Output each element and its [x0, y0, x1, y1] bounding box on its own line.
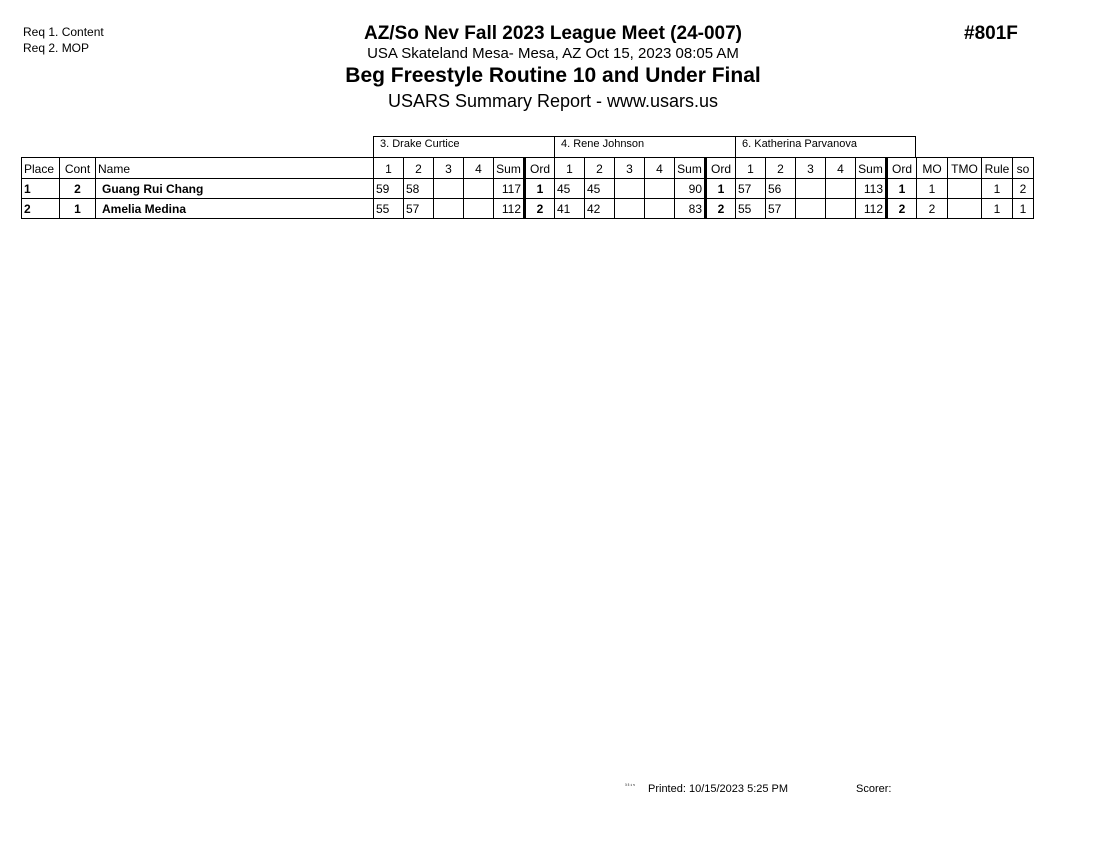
col-score-4: 4 [464, 158, 494, 179]
cont-cell: 2 [60, 179, 96, 199]
mo-cell: 1 [917, 179, 948, 199]
score-cell: 45 [585, 179, 615, 199]
rule-cell: 1 [982, 179, 1013, 199]
requirement-2: Req 2. MOP [23, 41, 90, 55]
sum-cell: 90 [675, 179, 706, 199]
score-cell [434, 199, 464, 219]
col-rule: Rule [982, 158, 1013, 179]
col-ord: Ord [887, 158, 917, 179]
results-table [21, 157, 1034, 219]
ord-cell: 2 [706, 199, 736, 219]
score-cell [464, 199, 494, 219]
score-cell [796, 199, 826, 219]
event-title: Beg Freestyle Routine 10 and Under Final [345, 64, 761, 87]
score-cell: 41 [555, 199, 585, 219]
ord-cell: 1 [706, 179, 736, 199]
col-place: Place [22, 158, 60, 179]
score-cell: 57 [736, 179, 766, 199]
score-cell [645, 199, 675, 219]
col-score-2: 2 [766, 158, 796, 179]
printed-timestamp: Printed: 10/15/2023 5:25 PM [648, 783, 789, 795]
score-cell [796, 179, 826, 199]
tmo-cell [948, 199, 982, 219]
mo-cell: 2 [917, 199, 948, 219]
table-row [22, 179, 1034, 199]
score-cell: 59 [374, 179, 404, 199]
report-subtitle: USARS Summary Report - www.usars.us [387, 91, 719, 111]
score-cell [615, 179, 645, 199]
so-cell: 2 [1013, 179, 1034, 199]
skater-name: Amelia Medina [96, 199, 374, 219]
ord-cell: 2 [887, 199, 917, 219]
col-sum: Sum [675, 158, 706, 179]
col-so: so [1013, 158, 1034, 179]
score-cell [464, 179, 494, 199]
judge-name: 3. Drake Curtice [373, 136, 554, 157]
requirement-1: Req 1. Content [23, 25, 104, 39]
event-number: #801F [964, 23, 1018, 44]
score-cell [645, 179, 675, 199]
score-cell: 55 [736, 199, 766, 219]
col-score-1: 1 [374, 158, 404, 179]
score-cell: 55 [374, 199, 404, 219]
judge-name: 6. Katherina Parvanova [735, 136, 916, 157]
scorer-label: Scorer: [856, 783, 892, 795]
col-score-2: 2 [404, 158, 434, 179]
score-cell [826, 199, 856, 219]
sum-cell: 112 [856, 199, 887, 219]
col-score-3: 3 [796, 158, 826, 179]
table-row [22, 199, 1034, 219]
col-score-1: 1 [555, 158, 585, 179]
sum-cell: 117 [494, 179, 525, 199]
place-cell: 1 [22, 179, 60, 199]
venue-line: USA Skateland Mesa- Mesa, AZ Oct 15, 2023 08:05 AM [367, 45, 739, 62]
col-tmo: TMO [948, 158, 982, 179]
col-ord: Ord [706, 158, 736, 179]
skater-name: Guang Rui Chang [96, 179, 374, 199]
sum-cell: 83 [675, 199, 706, 219]
col-score-3: 3 [615, 158, 645, 179]
sum-cell: 113 [856, 179, 887, 199]
footer-code: ³³¹⁵ [625, 783, 637, 789]
col-mo: MO [917, 158, 948, 179]
ord-cell: 1 [525, 179, 555, 199]
column-header-row [22, 158, 1034, 179]
score-cell [615, 199, 645, 219]
so-cell: 1 [1013, 199, 1034, 219]
ord-cell: 1 [887, 179, 917, 199]
score-cell [826, 179, 856, 199]
score-cell: 57 [766, 199, 796, 219]
score-cell: 57 [404, 199, 434, 219]
cont-cell: 1 [60, 199, 96, 219]
col-score-4: 4 [826, 158, 856, 179]
tmo-cell [948, 179, 982, 199]
judge-name: 4. Rene Johnson [554, 136, 735, 157]
score-cell: 56 [766, 179, 796, 199]
score-cell: 42 [585, 199, 615, 219]
col-name: Name [96, 158, 374, 179]
col-sum: Sum [494, 158, 525, 179]
col-score-3: 3 [434, 158, 464, 179]
ord-cell: 2 [525, 199, 555, 219]
col-sum: Sum [856, 158, 887, 179]
score-cell: 58 [404, 179, 434, 199]
col-score-2: 2 [585, 158, 615, 179]
col-score-1: 1 [736, 158, 766, 179]
score-cell: 45 [555, 179, 585, 199]
judge-header-row [373, 136, 916, 157]
report-header [300, 22, 806, 112]
rule-cell: 1 [982, 199, 1013, 219]
score-cell [434, 179, 464, 199]
col-ord: Ord [525, 158, 555, 179]
col-cont: Cont [60, 158, 96, 179]
sum-cell: 112 [494, 199, 525, 219]
place-cell: 2 [22, 199, 60, 219]
col-score-4: 4 [645, 158, 675, 179]
meet-title: AZ/So Nev Fall 2023 League Meet (24-007) [363, 23, 743, 44]
